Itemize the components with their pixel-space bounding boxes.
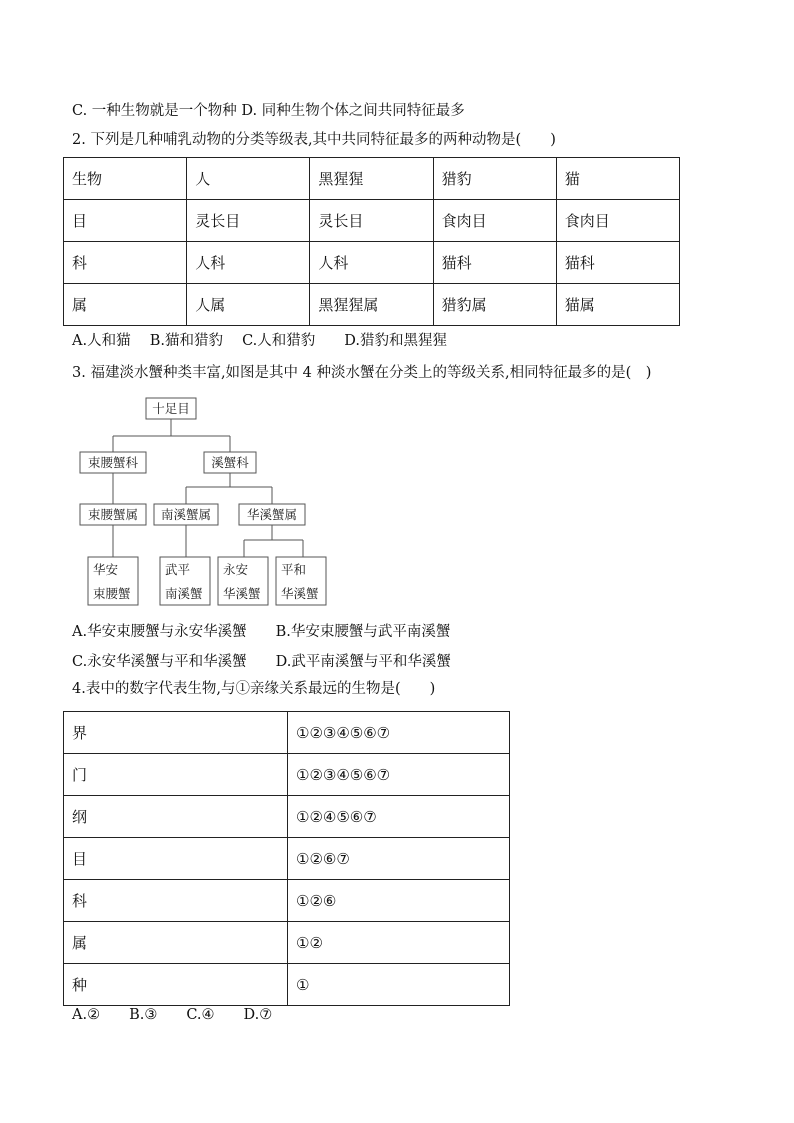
question-1-options-cd: C. 一种生物就是一个物种 D. 同种生物个体之间共同特征最多 bbox=[72, 103, 465, 119]
table-cell: 黑猩猩 bbox=[310, 158, 433, 200]
question-3-options-ab: A.华安束腰蟹与永安华溪蟹 B.华安束腰蟹与武平南溪蟹 bbox=[72, 624, 451, 640]
tree-node-label: 溪蟹科 bbox=[211, 455, 249, 470]
table-cell: 猫科 bbox=[433, 242, 556, 284]
table-cell: 人科 bbox=[310, 242, 433, 284]
table-cell: 属 bbox=[64, 284, 187, 326]
table-cell: ①② bbox=[288, 922, 510, 964]
table-cell: 猫 bbox=[556, 158, 679, 200]
table-cell: 猎豹 bbox=[433, 158, 556, 200]
table-cell: ①②③④⑤⑥⑦ bbox=[288, 754, 510, 796]
table-cell: 界 bbox=[64, 712, 288, 754]
table-cell: 食肉目 bbox=[433, 200, 556, 242]
table-cell: 猫科 bbox=[556, 242, 679, 284]
tree-node-label: 束腰蟹属 bbox=[87, 507, 139, 522]
tree-node-label: 南溪蟹属 bbox=[160, 507, 212, 522]
table-row bbox=[64, 712, 510, 754]
table-cell: ①②③④⑤⑥⑦ bbox=[288, 712, 510, 754]
tree-node-label: 华安 bbox=[93, 562, 119, 577]
table-cell: 猎豹属 bbox=[433, 284, 556, 326]
tree-node-label: 南溪蟹 bbox=[165, 586, 203, 601]
table-cell: ① bbox=[288, 964, 510, 1006]
table-row bbox=[64, 922, 510, 964]
tree-node-label: 束腰蟹科 bbox=[87, 455, 139, 470]
tree-node-label: 平和 bbox=[281, 562, 307, 577]
question-2-stem: 2. 下列是几种哺乳动物的分类等级表,其中共同特征最多的两种动物是( ) bbox=[72, 132, 556, 148]
table-cell: ①②⑥ bbox=[288, 880, 510, 922]
table-cell: 黑猩猩属 bbox=[310, 284, 433, 326]
table-row bbox=[64, 796, 510, 838]
table-cell: 食肉目 bbox=[556, 200, 679, 242]
question-2-options: A.人和猫 B.猫和猎豹 C.人和猎豹 D.猎豹和黑猩猩 bbox=[72, 333, 447, 349]
table-cell: 纲 bbox=[64, 796, 288, 838]
tree-node-label: 永安 bbox=[223, 562, 249, 577]
tree-node-label: 华溪蟹 bbox=[281, 586, 319, 601]
table-cell: 人属 bbox=[187, 284, 310, 326]
question-3-stem: 3. 福建淡水蟹种类丰富,如图是其中 4 种淡水蟹在分类上的等级关系,相同特征最多的是( ) bbox=[72, 365, 652, 381]
table-row bbox=[64, 754, 510, 796]
question-4-options: A.② B.③ C.④ D.⑦ bbox=[72, 1007, 273, 1023]
table-row bbox=[64, 880, 510, 922]
table-cell: ①②④⑤⑥⑦ bbox=[288, 796, 510, 838]
table-row bbox=[64, 838, 510, 880]
table-cell: 灵长目 bbox=[310, 200, 433, 242]
table-cell: 猫属 bbox=[556, 284, 679, 326]
question-3-options-cd: C.永安华溪蟹与平和华溪蟹 D.武平南溪蟹与平和华溪蟹 bbox=[72, 654, 451, 670]
question-2-classification-table bbox=[63, 157, 680, 326]
table-row bbox=[64, 242, 680, 284]
table-cell: ①②⑥⑦ bbox=[288, 838, 510, 880]
table-row bbox=[64, 964, 510, 1006]
table-row bbox=[64, 158, 680, 200]
tree-node-label: 华溪蟹 bbox=[223, 586, 261, 601]
table-row bbox=[64, 284, 680, 326]
table-cell: 门 bbox=[64, 754, 288, 796]
table-cell: 灵长目 bbox=[187, 200, 310, 242]
table-cell: 目 bbox=[64, 838, 288, 880]
tree-node-label: 华溪蟹属 bbox=[246, 507, 298, 522]
tree-node-label: 武平 bbox=[165, 562, 191, 577]
table-cell: 人科 bbox=[187, 242, 310, 284]
crab-classification-tree bbox=[78, 396, 338, 610]
table-cell: 属 bbox=[64, 922, 288, 964]
tree-node-label: 十足目 bbox=[152, 401, 190, 416]
table-cell: 目 bbox=[64, 200, 187, 242]
table-row bbox=[64, 200, 680, 242]
table-cell: 种 bbox=[64, 964, 288, 1006]
question-4-rank-table bbox=[63, 711, 510, 1006]
question-4-stem: 4.表中的数字代表生物,与①亲缘关系最远的生物是( ) bbox=[72, 681, 436, 697]
table-cell: 人 bbox=[187, 158, 310, 200]
table-cell: 科 bbox=[64, 242, 187, 284]
table-cell: 生物 bbox=[64, 158, 187, 200]
tree-node-label: 束腰蟹 bbox=[93, 586, 131, 601]
table-cell: 科 bbox=[64, 880, 288, 922]
